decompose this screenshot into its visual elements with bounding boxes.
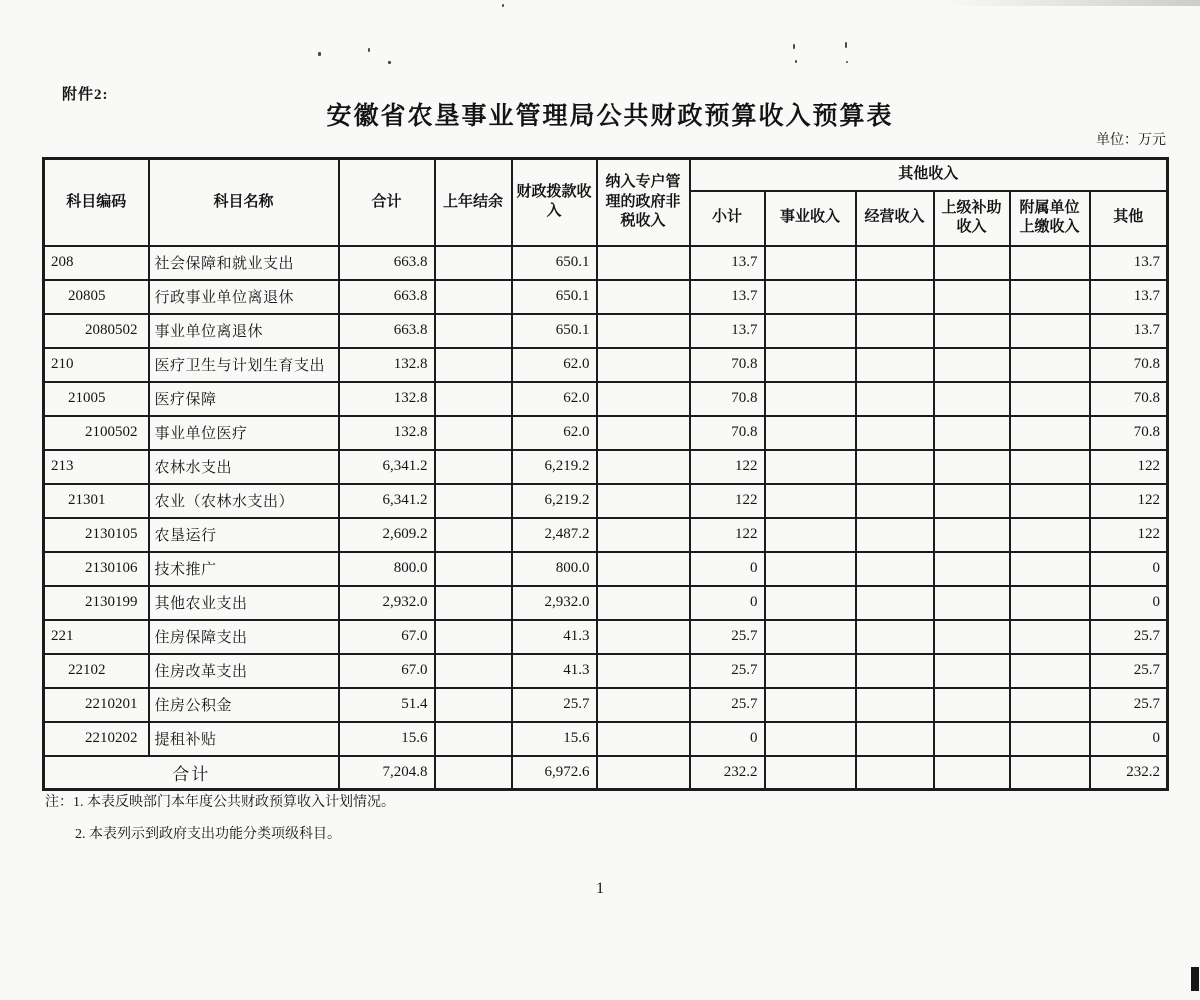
subject-code: 2210201 bbox=[44, 688, 149, 722]
value-cell: 122 bbox=[690, 484, 765, 518]
value-cell bbox=[934, 518, 1010, 552]
value-cell bbox=[765, 416, 856, 450]
value-cell bbox=[856, 280, 934, 314]
table-row bbox=[44, 450, 1168, 484]
value-cell bbox=[934, 450, 1010, 484]
total-value-cell: 232.2 bbox=[690, 756, 765, 790]
page-title: 安徽省农垦事业管理局公共财政预算收入预算表 bbox=[326, 103, 894, 130]
subject-name: 农业（农林水支出） bbox=[149, 484, 339, 518]
col-header-business-income: 事业收入 bbox=[765, 191, 856, 246]
value-cell bbox=[856, 518, 934, 552]
value-cell bbox=[856, 314, 934, 348]
subject-code: 2130105 bbox=[44, 518, 149, 552]
value-cell bbox=[856, 246, 934, 280]
value-cell: 2,932.0 bbox=[339, 586, 435, 620]
value-cell bbox=[435, 314, 512, 348]
value-cell: 13.7 bbox=[690, 246, 765, 280]
value-cell: 122 bbox=[1090, 450, 1168, 484]
value-cell: 650.1 bbox=[512, 280, 597, 314]
value-cell bbox=[1010, 654, 1090, 688]
value-cell: 2,932.0 bbox=[512, 586, 597, 620]
table-row bbox=[44, 620, 1168, 654]
value-cell: 13.7 bbox=[690, 280, 765, 314]
value-cell bbox=[856, 620, 934, 654]
scan-speck bbox=[846, 61, 848, 63]
value-cell: 0 bbox=[1090, 586, 1168, 620]
value-cell bbox=[1010, 450, 1090, 484]
value-cell: 70.8 bbox=[690, 348, 765, 382]
table-row bbox=[44, 416, 1168, 450]
note-line-1: 注：1. 本表反映部门本年度公共财政预算收入计划情况。 bbox=[45, 795, 395, 810]
value-cell bbox=[765, 654, 856, 688]
scan-speck bbox=[845, 42, 847, 48]
value-cell: 70.8 bbox=[690, 382, 765, 416]
value-cell bbox=[597, 552, 690, 586]
subject-name: 事业单位医疗 bbox=[149, 416, 339, 450]
value-cell bbox=[765, 450, 856, 484]
subject-name: 农垦运行 bbox=[149, 518, 339, 552]
subject-name: 住房保障支出 bbox=[149, 620, 339, 654]
value-cell: 70.8 bbox=[690, 416, 765, 450]
value-cell bbox=[597, 246, 690, 280]
value-cell bbox=[765, 620, 856, 654]
value-cell bbox=[1010, 484, 1090, 518]
total-row-label: 合计 bbox=[44, 756, 339, 790]
col-header-total: 合计 bbox=[339, 159, 435, 246]
total-value-cell bbox=[1010, 756, 1090, 790]
value-cell bbox=[597, 722, 690, 756]
value-cell: 0 bbox=[690, 552, 765, 586]
value-cell: 15.6 bbox=[339, 722, 435, 756]
value-cell: 6,219.2 bbox=[512, 450, 597, 484]
value-cell bbox=[597, 688, 690, 722]
table-row bbox=[44, 484, 1168, 518]
value-cell bbox=[597, 280, 690, 314]
subject-name: 医疗卫生与计划生育支出 bbox=[149, 348, 339, 382]
value-cell bbox=[435, 620, 512, 654]
table-row bbox=[44, 688, 1168, 722]
value-cell: 62.0 bbox=[512, 416, 597, 450]
total-value-cell bbox=[435, 756, 512, 790]
subject-code: 213 bbox=[44, 450, 149, 484]
value-cell bbox=[435, 688, 512, 722]
value-cell bbox=[1010, 688, 1090, 722]
value-cell bbox=[435, 416, 512, 450]
value-cell bbox=[934, 280, 1010, 314]
value-cell bbox=[1010, 314, 1090, 348]
value-cell bbox=[1010, 518, 1090, 552]
table-row bbox=[44, 382, 1168, 416]
total-value-cell: 6,972.6 bbox=[512, 756, 597, 790]
value-cell bbox=[934, 688, 1010, 722]
value-cell: 132.8 bbox=[339, 348, 435, 382]
col-header-subtotal: 小计 bbox=[690, 191, 765, 246]
value-cell bbox=[1010, 416, 1090, 450]
subject-code: 2130199 bbox=[44, 586, 149, 620]
value-cell bbox=[1010, 722, 1090, 756]
value-cell bbox=[435, 654, 512, 688]
subject-code: 210 bbox=[44, 348, 149, 382]
value-cell: 6,341.2 bbox=[339, 450, 435, 484]
value-cell bbox=[856, 450, 934, 484]
value-cell bbox=[934, 246, 1010, 280]
page-number: 1 bbox=[596, 880, 604, 897]
subject-name: 住房改革支出 bbox=[149, 654, 339, 688]
value-cell: 663.8 bbox=[339, 314, 435, 348]
value-cell bbox=[934, 416, 1010, 450]
table-body bbox=[44, 246, 1168, 790]
value-cell bbox=[435, 280, 512, 314]
value-cell bbox=[856, 382, 934, 416]
col-header-superior-subsidy-income: 上级补助收入 bbox=[934, 191, 1010, 246]
value-cell: 70.8 bbox=[1090, 348, 1168, 382]
col-header-fiscal-appropriation: 财政拨款收入 bbox=[512, 159, 597, 246]
value-cell bbox=[765, 246, 856, 280]
value-cell bbox=[435, 246, 512, 280]
scan-speck bbox=[502, 4, 504, 7]
total-value-cell bbox=[856, 756, 934, 790]
value-cell: 70.8 bbox=[1090, 416, 1168, 450]
value-cell bbox=[856, 722, 934, 756]
value-cell: 51.4 bbox=[339, 688, 435, 722]
subject-code: 221 bbox=[44, 620, 149, 654]
value-cell: 800.0 bbox=[512, 552, 597, 586]
value-cell bbox=[435, 484, 512, 518]
value-cell: 70.8 bbox=[1090, 382, 1168, 416]
col-header-operating-income: 经营收入 bbox=[856, 191, 934, 246]
subject-code: 22102 bbox=[44, 654, 149, 688]
value-cell: 13.7 bbox=[1090, 246, 1168, 280]
value-cell: 67.0 bbox=[339, 620, 435, 654]
value-cell: 67.0 bbox=[339, 654, 435, 688]
value-cell bbox=[1010, 348, 1090, 382]
value-cell bbox=[934, 654, 1010, 688]
value-cell bbox=[597, 450, 690, 484]
value-cell bbox=[597, 586, 690, 620]
value-cell bbox=[1010, 586, 1090, 620]
value-cell: 25.7 bbox=[690, 654, 765, 688]
value-cell bbox=[856, 586, 934, 620]
value-cell: 13.7 bbox=[690, 314, 765, 348]
value-cell bbox=[765, 348, 856, 382]
value-cell bbox=[934, 586, 1010, 620]
subject-name: 技术推广 bbox=[149, 552, 339, 586]
value-cell bbox=[765, 688, 856, 722]
value-cell: 800.0 bbox=[339, 552, 435, 586]
total-value-cell bbox=[934, 756, 1010, 790]
table-row bbox=[44, 552, 1168, 586]
value-cell bbox=[934, 484, 1010, 518]
value-cell: 0 bbox=[1090, 722, 1168, 756]
value-cell: 25.7 bbox=[1090, 688, 1168, 722]
value-cell: 25.7 bbox=[1090, 620, 1168, 654]
subject-name: 医疗保障 bbox=[149, 382, 339, 416]
subject-name: 社会保障和就业支出 bbox=[149, 246, 339, 280]
subject-code: 2080502 bbox=[44, 314, 149, 348]
col-header-affiliated-unit-income: 附属单位上缴收入 bbox=[1010, 191, 1090, 246]
value-cell bbox=[765, 722, 856, 756]
subject-name: 其他农业支出 bbox=[149, 586, 339, 620]
value-cell: 0 bbox=[690, 586, 765, 620]
value-cell: 132.8 bbox=[339, 416, 435, 450]
value-cell bbox=[765, 280, 856, 314]
subject-name: 住房公积金 bbox=[149, 688, 339, 722]
value-cell bbox=[435, 552, 512, 586]
value-cell: 15.6 bbox=[512, 722, 597, 756]
value-cell bbox=[597, 654, 690, 688]
value-cell: 0 bbox=[690, 722, 765, 756]
subject-code: 21301 bbox=[44, 484, 149, 518]
value-cell bbox=[435, 586, 512, 620]
value-cell bbox=[934, 552, 1010, 586]
scan-speck bbox=[318, 52, 321, 56]
attachment-label: 附件2: bbox=[62, 87, 109, 103]
value-cell bbox=[597, 348, 690, 382]
total-value-cell bbox=[765, 756, 856, 790]
table-row bbox=[44, 586, 1168, 620]
subject-code: 208 bbox=[44, 246, 149, 280]
scan-speck bbox=[368, 48, 370, 52]
value-cell: 13.7 bbox=[1090, 280, 1168, 314]
value-cell: 62.0 bbox=[512, 382, 597, 416]
value-cell bbox=[856, 484, 934, 518]
subject-name: 事业单位离退休 bbox=[149, 314, 339, 348]
total-value-cell: 7,204.8 bbox=[339, 756, 435, 790]
subject-code: 2130106 bbox=[44, 552, 149, 586]
value-cell: 2,609.2 bbox=[339, 518, 435, 552]
value-cell: 41.3 bbox=[512, 620, 597, 654]
col-header-nontax: 纳入专户管理的政府非税收入 bbox=[597, 159, 690, 246]
scan-speck bbox=[793, 44, 795, 49]
subject-code: 21005 bbox=[44, 382, 149, 416]
value-cell bbox=[597, 620, 690, 654]
value-cell: 25.7 bbox=[1090, 654, 1168, 688]
subject-name: 农林水支出 bbox=[149, 450, 339, 484]
value-cell: 663.8 bbox=[339, 280, 435, 314]
unit-label: 单位：万元 bbox=[1096, 133, 1166, 148]
table-row bbox=[44, 314, 1168, 348]
value-cell bbox=[934, 314, 1010, 348]
col-header-subject-code: 科目编码 bbox=[44, 159, 149, 246]
subject-code: 2210202 bbox=[44, 722, 149, 756]
table-row bbox=[44, 348, 1168, 382]
value-cell: 650.1 bbox=[512, 246, 597, 280]
value-cell: 25.7 bbox=[512, 688, 597, 722]
value-cell: 41.3 bbox=[512, 654, 597, 688]
value-cell bbox=[1010, 246, 1090, 280]
table-row bbox=[44, 518, 1168, 552]
table-row bbox=[44, 654, 1168, 688]
budget-table bbox=[42, 157, 1169, 791]
value-cell: 122 bbox=[1090, 518, 1168, 552]
subject-name: 行政事业单位离退休 bbox=[149, 280, 339, 314]
col-header-subject-name: 科目名称 bbox=[149, 159, 339, 246]
notes-block bbox=[45, 794, 395, 858]
subject-name: 提租补贴 bbox=[149, 722, 339, 756]
value-cell bbox=[435, 518, 512, 552]
value-cell bbox=[765, 518, 856, 552]
value-cell: 2,487.2 bbox=[512, 518, 597, 552]
table-row bbox=[44, 722, 1168, 756]
scan-edge-mark bbox=[1191, 967, 1199, 991]
note-line-2: 2. 本表列示到政府支出功能分类项级科目。 bbox=[75, 827, 341, 842]
value-cell bbox=[934, 722, 1010, 756]
value-cell: 122 bbox=[690, 450, 765, 484]
col-header-carryover: 上年结余 bbox=[435, 159, 512, 246]
value-cell bbox=[934, 382, 1010, 416]
value-cell bbox=[597, 518, 690, 552]
value-cell: 0 bbox=[1090, 552, 1168, 586]
table-row bbox=[44, 280, 1168, 314]
value-cell bbox=[435, 722, 512, 756]
value-cell bbox=[765, 314, 856, 348]
value-cell bbox=[435, 382, 512, 416]
table-row bbox=[44, 246, 1168, 280]
value-cell: 6,219.2 bbox=[512, 484, 597, 518]
subject-code: 20805 bbox=[44, 280, 149, 314]
value-cell: 122 bbox=[690, 518, 765, 552]
col-header-other-income-group: 其他收入 bbox=[690, 159, 1168, 191]
value-cell bbox=[435, 450, 512, 484]
value-cell bbox=[1010, 280, 1090, 314]
scan-speck bbox=[795, 60, 797, 63]
scan-speck bbox=[388, 61, 391, 64]
value-cell bbox=[765, 382, 856, 416]
value-cell bbox=[856, 654, 934, 688]
value-cell: 122 bbox=[1090, 484, 1168, 518]
value-cell bbox=[934, 620, 1010, 654]
total-value-cell: 232.2 bbox=[1090, 756, 1168, 790]
value-cell: 13.7 bbox=[1090, 314, 1168, 348]
value-cell bbox=[856, 416, 934, 450]
value-cell bbox=[597, 382, 690, 416]
value-cell bbox=[597, 314, 690, 348]
value-cell bbox=[435, 348, 512, 382]
value-cell bbox=[597, 416, 690, 450]
subject-code: 2100502 bbox=[44, 416, 149, 450]
value-cell bbox=[597, 484, 690, 518]
value-cell bbox=[1010, 552, 1090, 586]
value-cell: 6,341.2 bbox=[339, 484, 435, 518]
value-cell bbox=[765, 552, 856, 586]
value-cell bbox=[765, 586, 856, 620]
value-cell bbox=[856, 552, 934, 586]
total-row bbox=[44, 756, 1168, 790]
value-cell bbox=[856, 348, 934, 382]
total-value-cell bbox=[597, 756, 690, 790]
value-cell bbox=[1010, 382, 1090, 416]
value-cell bbox=[934, 348, 1010, 382]
value-cell bbox=[1010, 620, 1090, 654]
value-cell bbox=[765, 484, 856, 518]
col-header-other: 其他 bbox=[1090, 191, 1168, 246]
value-cell: 25.7 bbox=[690, 620, 765, 654]
value-cell: 132.8 bbox=[339, 382, 435, 416]
value-cell: 663.8 bbox=[339, 246, 435, 280]
value-cell: 25.7 bbox=[690, 688, 765, 722]
value-cell bbox=[856, 688, 934, 722]
scan-corner-shade bbox=[940, 0, 1200, 6]
value-cell: 62.0 bbox=[512, 348, 597, 382]
value-cell: 650.1 bbox=[512, 314, 597, 348]
